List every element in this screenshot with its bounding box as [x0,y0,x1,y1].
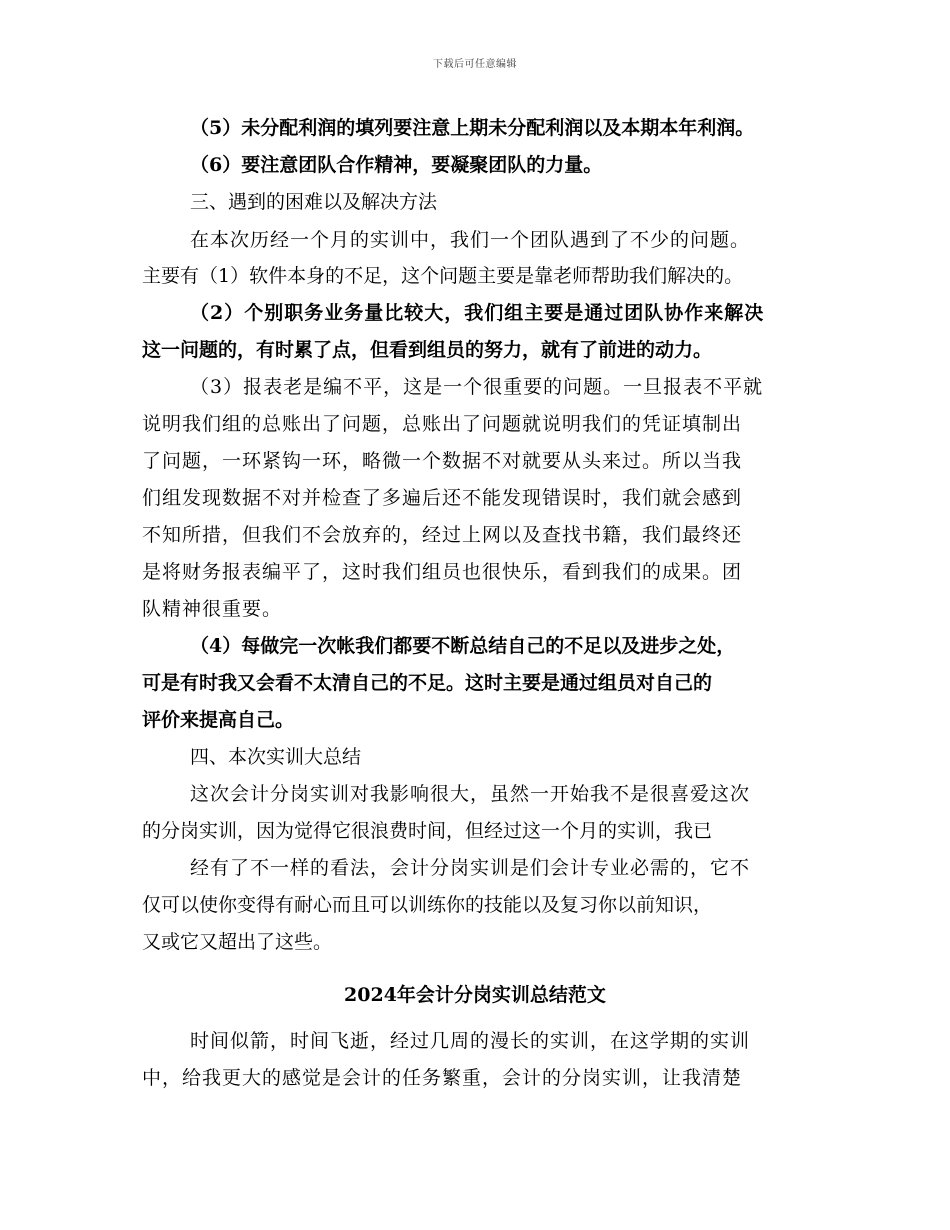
paragraph-line: 评价来提高自己。 [142,709,295,731]
paragraph-line: 这一问题的，有时累了点，但看到组员的努力，就有了前进的动力。 [142,339,713,361]
paragraph-line: （2）个别职务业务量比较大，我们组主要是通过团队协作来解决 [190,302,765,324]
section-heading-4: 四、本次实训大总结 [190,746,362,768]
paragraph-line: 中，给我更大的感觉是会计的任务繁重，会计的分岗实训，让我清楚 [142,1067,743,1089]
paragraph-line: 不知所措，但我们不会放弃的，经过上网以及查找书籍，我们最终还 [142,524,743,546]
paragraph-line: 时间似箭，时间飞逝，经过几周的漫长的实训，在这学期的实训 [190,1030,751,1052]
section-heading-3: 三、遇到的困难以及解决方法 [190,191,438,213]
paragraph-line: （3）报表老是编不平，这是一个很重要的问题。一旦报表不平就 [190,376,764,398]
paragraph-line: 队精神很重要。 [142,598,283,620]
paragraph-line: 们组发现数据不对并检查了多遍后还不能发现错误时，我们就会感到 [142,487,743,509]
paragraph-line: 可是有时我又会看不太清自己的不足。这时主要是通过组员对自己的 [142,672,713,694]
paragraph-line: 又或它又超出了这些。 [142,931,333,953]
paragraph-line: 这次会计分岗实训对我影响很大，虽然一开始我不是很喜爱这次 [190,783,751,805]
page-header-note: 下载后可任意编辑 [433,59,517,70]
paragraph-line: 了问题，一环紧钩一环，略微一个数据不对就要从头来过。所以当我 [142,450,743,472]
list-item-6: （6）要注意团队合作精神，要凝聚团队的力量。 [190,154,603,176]
paragraph-line: 说明我们组的总账出了问题，总账出了问题就说明我们的凭证填制出 [142,413,743,435]
paragraph-line: （4）每做完一次帐我们都要不断总结自己的不足以及进步之处， [190,635,736,657]
paragraph-line: 主要有（1）软件本身的不足，这个问题主要是靠老师帮助我们解决的。 [142,265,744,287]
paragraph-line: 经有了不一样的看法，会计分岗实训是们会计专业必需的，它不 [190,857,751,879]
paragraph-line: 是将财务报表编平了，这时我们组员也很快乐，看到我们的成果。团 [142,561,743,583]
paragraph-line: 的分岗实训，因为觉得它很浪费时间，但经过这一个月的实训，我已 [142,820,713,842]
list-item-5: （5）未分配利润的填列要注意上期未分配利润以及本期本年利润。 [190,117,755,139]
paragraph-line: 仅可以使你变得有耐心而且可以训练你的技能以及复习你以前知识， [142,894,713,916]
article-title: 2024年会计分岗实训总结范文 [344,984,606,1006]
paragraph-line: 在本次历经一个月的实训中，我们一个团队遇到了不少的问题。 [190,229,751,251]
